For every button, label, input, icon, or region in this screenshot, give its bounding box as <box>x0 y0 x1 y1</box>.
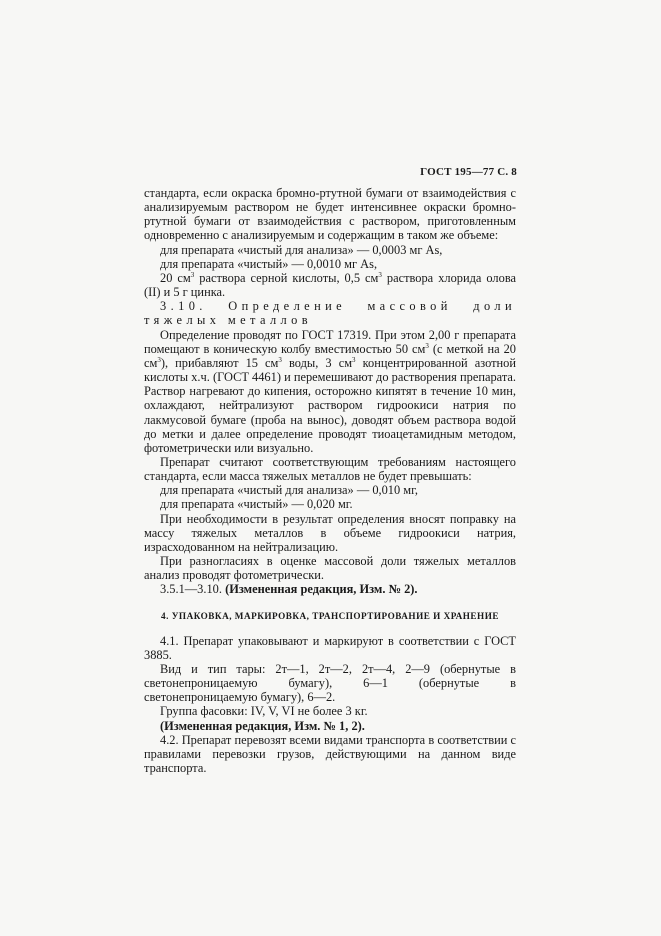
page-header: ГОСТ 195—77 С. 8 <box>420 166 517 178</box>
paragraph: Определение проводят по ГОСТ 17319. При этом 2,00 г препарата помещают в коническую колбу вместимостью 50 $см^3$ (с меткой на 20 $см^3$), прибавляют 15 $см^3$ воды, 3 $см^3$ концентрированной азотной кислоты х.ч. (ГОСТ 4461) и перемешивают до растворения препарата. Раствор нагревают до кипения, осторожно кипятят в течение 10 мин, охлаждают, нейтрализуют раствором гидроокиси натрия по лакмусовой бумаге (проба на вынос), доводят объем раствора водой до метки и далее определение проводят тиоацетамидным методом, фотометрически или визуально. <box>144 327 516 455</box>
paragraph: для препарата «чистый» — 0,020 мг. <box>160 497 353 512</box>
paragraph: для препарата «чистый для анализа» — 0,0003 мг As, <box>160 242 443 257</box>
section-heading: 4. УПАКОВКА, МАРКИРОВКА, ТРАНСПОРТИРОВАНИЕ И ХРАНЕНИЕ <box>161 610 499 621</box>
paragraph: Препарат считают соответствующим требованиям настоящего стандарта, если масса тяжелых металлов не будет превышать: <box>144 454 516 484</box>
subsection-heading: 3.10. Определение массовой доли тяжелых металлов <box>144 299 516 328</box>
paragraph: 3.5.1—3.10. (Измененная редакция, Изм. № 2). <box>160 582 418 597</box>
paragraph: стандарта, если окраска бромно-ртутной бумаги от взаимодействия с анализируемым раствором не будет интенсивнее окраски бромно-ртутной бумаги от взаимодействия с раствором, приготовленным одновременно с анализируемым и содержащим в таком же объеме: <box>144 186 516 243</box>
paragraph: 4.2. Препарат перевозят всеми видами транспорта в соответствии с правилами перевозки грузов, действующими на данном виде транспорта. <box>144 732 516 776</box>
paragraph: для препарата «чистый для анализа» — 0,010 мг, <box>160 483 418 498</box>
paragraph: Вид и тип тары: 2т—1, 2т—2, 2т—4, 2—9 (обернутые в светонепроницаемую бумагу), 6—1 (обернутые в светонепроницаемую бумагу), 6—2. <box>144 662 516 705</box>
document-body <box>144 186 516 775</box>
paragraph: Группа фасовки: IV, V, VI не более 3 кг. <box>160 704 368 719</box>
paragraph: 4.1. Препарат упаковывают и маркируют в соответствии с ГОСТ 3885. <box>144 633 516 662</box>
paragraph: При разногласиях в оценке массовой доли тяжелых металлов анализ проводят фотометрически. <box>144 554 516 583</box>
paragraph: (Измененная редакция, Изм. № 1, 2). <box>160 718 365 733</box>
paragraph: При необходимости в результат определения вносят поправку на массу тяжелых металлов в объеме гидроокиси натрия, израсходованном на нейтрализацию. <box>144 511 516 554</box>
paragraph: 20 $см^3$ раствора серной кислоты, 0,5 $см^3$ раствора хлорида олова (II) и 5 г цинка. <box>144 270 516 300</box>
paragraph: для препарата «чистый» — 0,0010 мг As, <box>160 256 378 271</box>
